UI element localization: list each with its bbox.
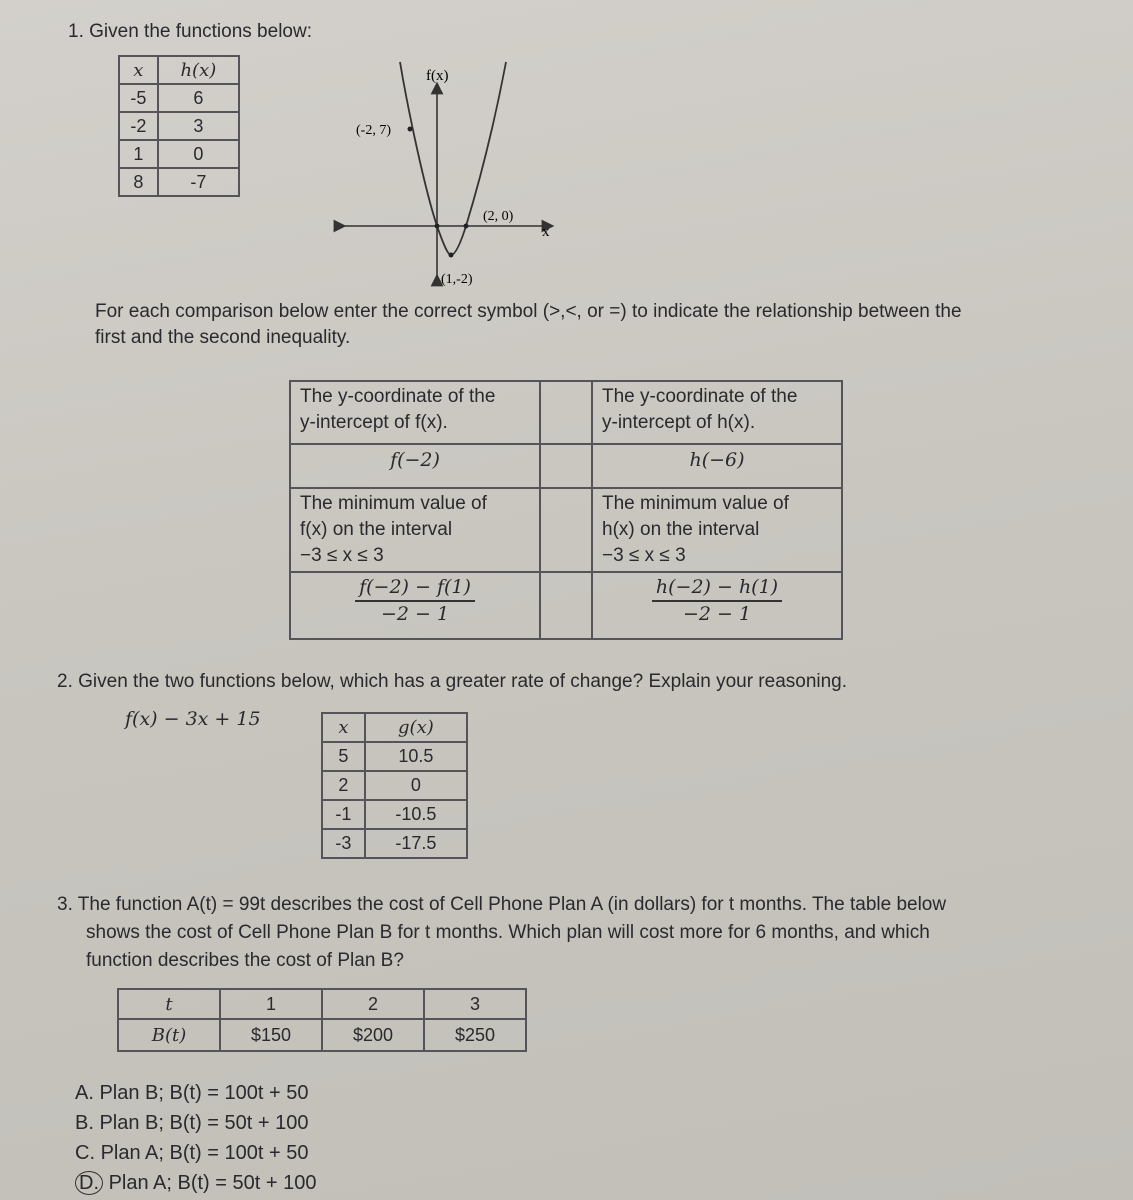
- point-origin: [435, 224, 440, 229]
- h-table-cell: -7: [158, 168, 239, 196]
- g-table-cell: -1: [322, 800, 365, 829]
- choice-b[interactable]: B. Plan B; B(t) = 50t + 100: [75, 1112, 309, 1134]
- question-1-title: 1. Given the functions below:: [68, 21, 312, 42]
- question-3-line-2: shows the cost of Cell Phone Plan B for t months. Which plan will cost more for 6 months, and which: [86, 922, 930, 943]
- point-label: (1,-2): [441, 272, 473, 287]
- g-table-cell: 5: [322, 742, 365, 771]
- g-table: [321, 712, 468, 859]
- question-3-line-1: 3. The function A(t) = 99t describes the cost of Cell Phone Plan A (in dollars) for t months. The table below: [57, 894, 947, 915]
- comparison-right: h(−6): [592, 444, 842, 488]
- point-label: (2, 0): [483, 209, 514, 224]
- comparison-answer-field[interactable]: [540, 488, 592, 572]
- h-table-header-hx: h(x): [158, 56, 239, 84]
- g-table-cell: -3: [322, 829, 365, 858]
- point-label: (-2, 7): [356, 123, 391, 138]
- b-table-cell: $200: [322, 1019, 424, 1051]
- instruction-line-2: first and the second inequality.: [95, 327, 351, 348]
- point-neg2-7: [408, 127, 413, 132]
- h-table-cell: 3: [158, 112, 239, 140]
- b-table-header-t: t: [118, 989, 220, 1019]
- b-table-cell: $150: [220, 1019, 322, 1051]
- point-2-0: [464, 224, 469, 229]
- b-table-cell: $250: [424, 1019, 526, 1051]
- choice-d-circled-letter: D.: [75, 1171, 103, 1195]
- b-table-header-bt: B(t): [118, 1019, 220, 1051]
- g-table-cell: -10.5: [365, 800, 467, 829]
- x-axis-label: x: [542, 224, 550, 240]
- b-table: [117, 988, 527, 1052]
- b-table-cell: 1: [220, 989, 322, 1019]
- answer-choices: [75, 1078, 316, 1198]
- h-table-cell: 0: [158, 140, 239, 168]
- g-table-header-x: x: [322, 713, 365, 742]
- g-table-header-gx: g(x): [365, 713, 467, 742]
- comparison-right: The minimum value of h(x) on the interval −3 ≤ x ≤ 3: [592, 488, 842, 572]
- f-graph: [320, 50, 580, 290]
- question-3-line-3: function describes the cost of Plan B?: [86, 950, 404, 971]
- g-table-cell: 0: [365, 771, 467, 800]
- h-table: [118, 55, 240, 197]
- comparison-left: $\frac{f(-2) - f(1)}{-2 - 1}$: [290, 572, 540, 639]
- comparison-answer-field[interactable]: [540, 381, 592, 444]
- h-table-cell: -2: [119, 112, 158, 140]
- comparison-left: The minimum value of f(x) on the interval −3 ≤ x ≤ 3: [290, 488, 540, 572]
- h-table-cell: 8: [119, 168, 158, 196]
- point-1-neg2: [449, 253, 454, 258]
- g-table-cell: 10.5: [365, 742, 467, 771]
- comparison-answer-field[interactable]: [540, 444, 592, 488]
- h-table-header-x: x: [119, 56, 158, 84]
- question-2-title: 2. Given the two functions below, which has a greater rate of change? Explain your reasoning.: [57, 671, 848, 692]
- choice-c[interactable]: C. Plan A; B(t) = 100t + 50: [75, 1142, 309, 1164]
- b-table-cell: 2: [322, 989, 424, 1019]
- comparison-right: The y-coordinate of the y-intercept of h(x).: [592, 381, 842, 444]
- comparison-table: [289, 380, 843, 640]
- f-expression: f(x) − 3x + 15: [125, 708, 261, 730]
- b-table-cell: 3: [424, 989, 526, 1019]
- g-table-cell: -17.5: [365, 829, 467, 858]
- comparison-left: The y-coordinate of the y-intercept of f(x).: [290, 381, 540, 444]
- comparison-right: $\frac{h(-2) - h(1)}{-2 - 1}$: [592, 572, 842, 639]
- comparison-left: f(−2): [290, 444, 540, 488]
- y-axis-label: f(x): [426, 68, 449, 84]
- h-table-cell: 6: [158, 84, 239, 112]
- instruction-line-1: For each comparison below enter the correct symbol (>,<, or =) to indicate the relationship between the: [95, 301, 962, 322]
- choice-a[interactable]: A. Plan B; B(t) = 100t + 50: [75, 1082, 309, 1104]
- g-table-cell: 2: [322, 771, 365, 800]
- h-table-cell: 1: [119, 140, 158, 168]
- comparison-answer-field[interactable]: [540, 572, 592, 639]
- h-table-cell: -5: [119, 84, 158, 112]
- choice-d[interactable]: D. Plan A; B(t) = 50t + 100: [75, 1168, 316, 1198]
